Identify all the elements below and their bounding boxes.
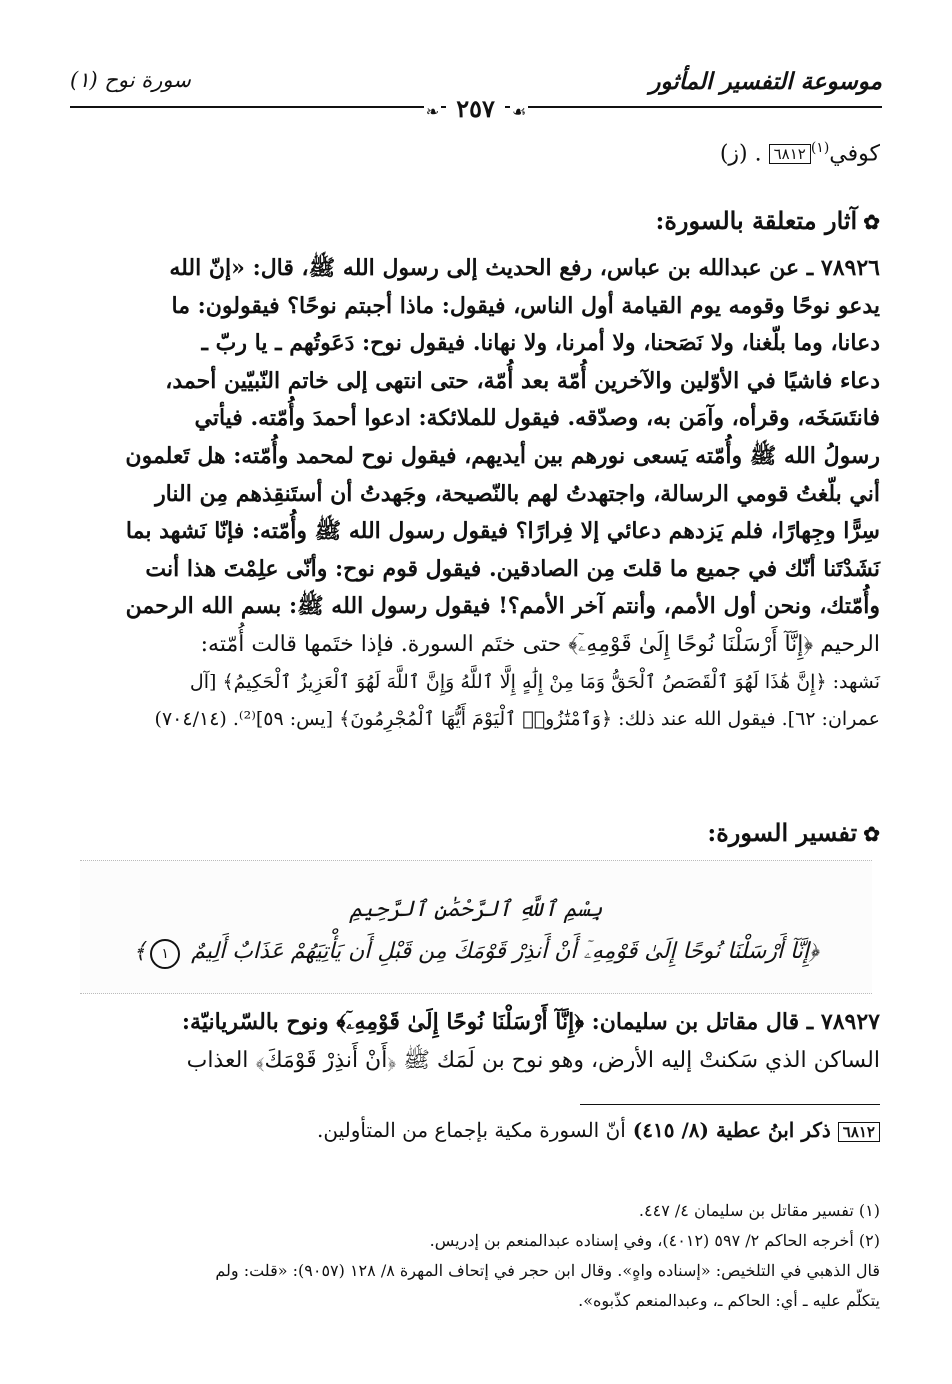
ayah-text: ﴿إِنَّآ أَرْسَلْنَا نُوحًا إِلَىٰ قَوْمِهِۦٓ أَنْ أَنذِرْ قَوْمَكَ مِن قَبْلِ أَن يَأْتِيَهُمْ عَذَابٌ أَلِيمٌ [191, 939, 819, 964]
text-line: يدعو نوحًا وقومه يوم القيامة أول الناس، فيقول: ماذا أجبتم نوحًا؟ فيقولون: ما [171, 292, 880, 319]
reference-box: ٦٨١٢ [838, 1122, 880, 1142]
book-title: موسوعة التفسير المأثور [649, 68, 882, 95]
ornament-right-icon: ☙ [511, 102, 527, 121]
section-title: تفسير السورة: [707, 818, 858, 847]
ayah-line [80, 939, 872, 969]
ayah-close: ﴾ [133, 939, 147, 964]
text-line: الساكن الذي سَكنتْ إليه الأرض، وهو نوح بن لَمَك ﷺ ﴿أَنْ أَنذِرْ قَوْمَكَ﴾ العذاب [186, 1047, 880, 1073]
text-line: ٧٨٩٢٦ ـ عن عبدالله بن عباس، رفع الحديث إلى رسول الله ﷺ، قال: «إنّ الله [169, 255, 880, 281]
intro-tail: . (ز) [719, 141, 762, 167]
note-rule [580, 1104, 880, 1105]
section-title: آثار متعلقة بالسورة: [655, 206, 858, 235]
basmala: بِسْمِ ٱللَّهِ ٱلرَّحْمَٰنِ ٱلرَّحِيمِ [349, 897, 603, 922]
page-number: ٢٥٧ [446, 94, 505, 123]
text-line: دعانا، وما بلّغنا، ولا نَصَحنا، ولا أمرنا، ولا نهانا. فيقول نوح: دَعَوتُهم ـ يا ربّ ـ [201, 330, 880, 357]
ayah-number-icon: ١ [150, 939, 180, 969]
page-header [70, 60, 882, 123]
text-line: ٧٨٩٢٧ ـ قال مقاتل بن سليمان: ﴿إِنَّآ أَرْسَلْنَا نُوحًا إِلَىٰ قَوْمِهِۦٓ﴾ ونوح بالسّريانيّة: [181, 1009, 880, 1035]
hadith-paragraph [72, 250, 880, 739]
flower-icon: ✿ [863, 822, 880, 846]
note-text: أنّ السورة مكية بإجماع من المتأولين. [317, 1118, 626, 1142]
intro-text: كوفي [829, 141, 880, 167]
text-line: فانتَسَخَه، وقرأه، وآمَن به، وصدّقه. فيقول للملائكة: ادعوا أحمدَ وأُمّته. فيأتي [194, 405, 880, 432]
intro-line [72, 140, 880, 166]
reference-box: ٦٨١٢ [769, 144, 811, 164]
surah-title: سورة نوح (١) [70, 68, 191, 92]
footnote-marker: (١) [810, 140, 830, 156]
note-bold: ذكر ابنُ عطية (٨/ ٤١٥) [632, 1118, 831, 1142]
text-line: أني بلّغتُ قومي الرسالة، واجتهدتُ لهم بالنّصيحة، وجَهدتُ أن أستَنقِذهم مِن النار [155, 480, 880, 507]
text-line: الرحيم ﴿إِنَّآ أَرْسَلْنَا نُوحًا إِلَىٰ قَوْمِهِۦٓ﴾ حتى ختَم السورة. فإذا ختَمها قالت أُمّته: [200, 631, 880, 657]
footnote: يتكلّم عليه ـ أي: الحاكم ـ، وعبدالمنعم كذّبوه». [578, 1291, 880, 1310]
text-line: دعاء فاشيًا في الأوّلين والآخرين أُمّة بعد أُمّة، حتى انتهى إلى خاتم النّبيّين أحمد، [165, 367, 880, 394]
ornament-left-icon: ❧ [425, 102, 440, 121]
section-heading [72, 206, 880, 235]
page-number-wrap [70, 94, 882, 123]
text-line: نَشَدْتَنا أنّك في جميع ما قلتَ مِن الصادقين. فيقول قوم نوح: وأنّى علِمْتَ هذا أنت [145, 555, 880, 582]
footnote: (٢) أخرجه الحاكم ٢/ ٥٩٧ (٤٠١٢)، وفي إسناده عبدالمنعم بن إدريس. [429, 1231, 880, 1250]
text-line: نَشهد: ﴿إِنَّ هَٰذَا لَهُوَ ٱلْقَصَصُ ٱلْحَقُّ وَمَا مِنْ إِلَٰهٍ إِلَّا ٱللَّهُ وَإِنَّ ٱللَّهَ لَهُوَ ٱلْعَزِيزُ ٱلْحَكِيمُ﴾ [آل [189, 670, 880, 693]
scholar-note [72, 1118, 880, 1142]
text-line: عمران: ٦٢]. فيقول الله عند ذلك: ﴿وَٱمْتَٰزُوا۟ ٱلْيَوْمَ أَيُّهَا ٱلْمُجْرِمُونَ﴾ [يس: ٥٩]⁽²⁾. (٧٠٤/١٤) [154, 708, 880, 731]
tafsir-paragraph [72, 1004, 880, 1079]
footnotes [72, 1196, 880, 1316]
text-line: سِرًّا وجِهارًا، فلم يَزدهم دعائي إلا فِرارًا؟ فيقول رسول الله ﷺ وأُمّته: فإنّا نَشهد بما [125, 518, 880, 545]
ayah-box [80, 860, 872, 994]
text-line: رسولُ الله ﷺ وأُمّته يَسعى نورهم بين أيديهم، فيقول نوح لمحمد وأُمّته: هل تَعلمون [125, 442, 880, 469]
section-heading [72, 818, 880, 847]
flower-icon: ✿ [863, 210, 880, 234]
text-line: وأُمّتك، ونحن أول الأمم، وأنتم آخر الأمم؟! فيقول رسول الله ﷺ: بسم الله الرحمن [125, 593, 880, 620]
footnote: (١) تفسير مقاتل بن سليمان ٤/ ٤٤٧. [638, 1201, 880, 1220]
footnote: قال الذهبي في التلخيص: «إسناده واهٍ». وقال ابن حجر في إتحاف المهرة ٨/ ١٢٨ (٩٠٥٧): «قلت: ولم [215, 1261, 880, 1280]
